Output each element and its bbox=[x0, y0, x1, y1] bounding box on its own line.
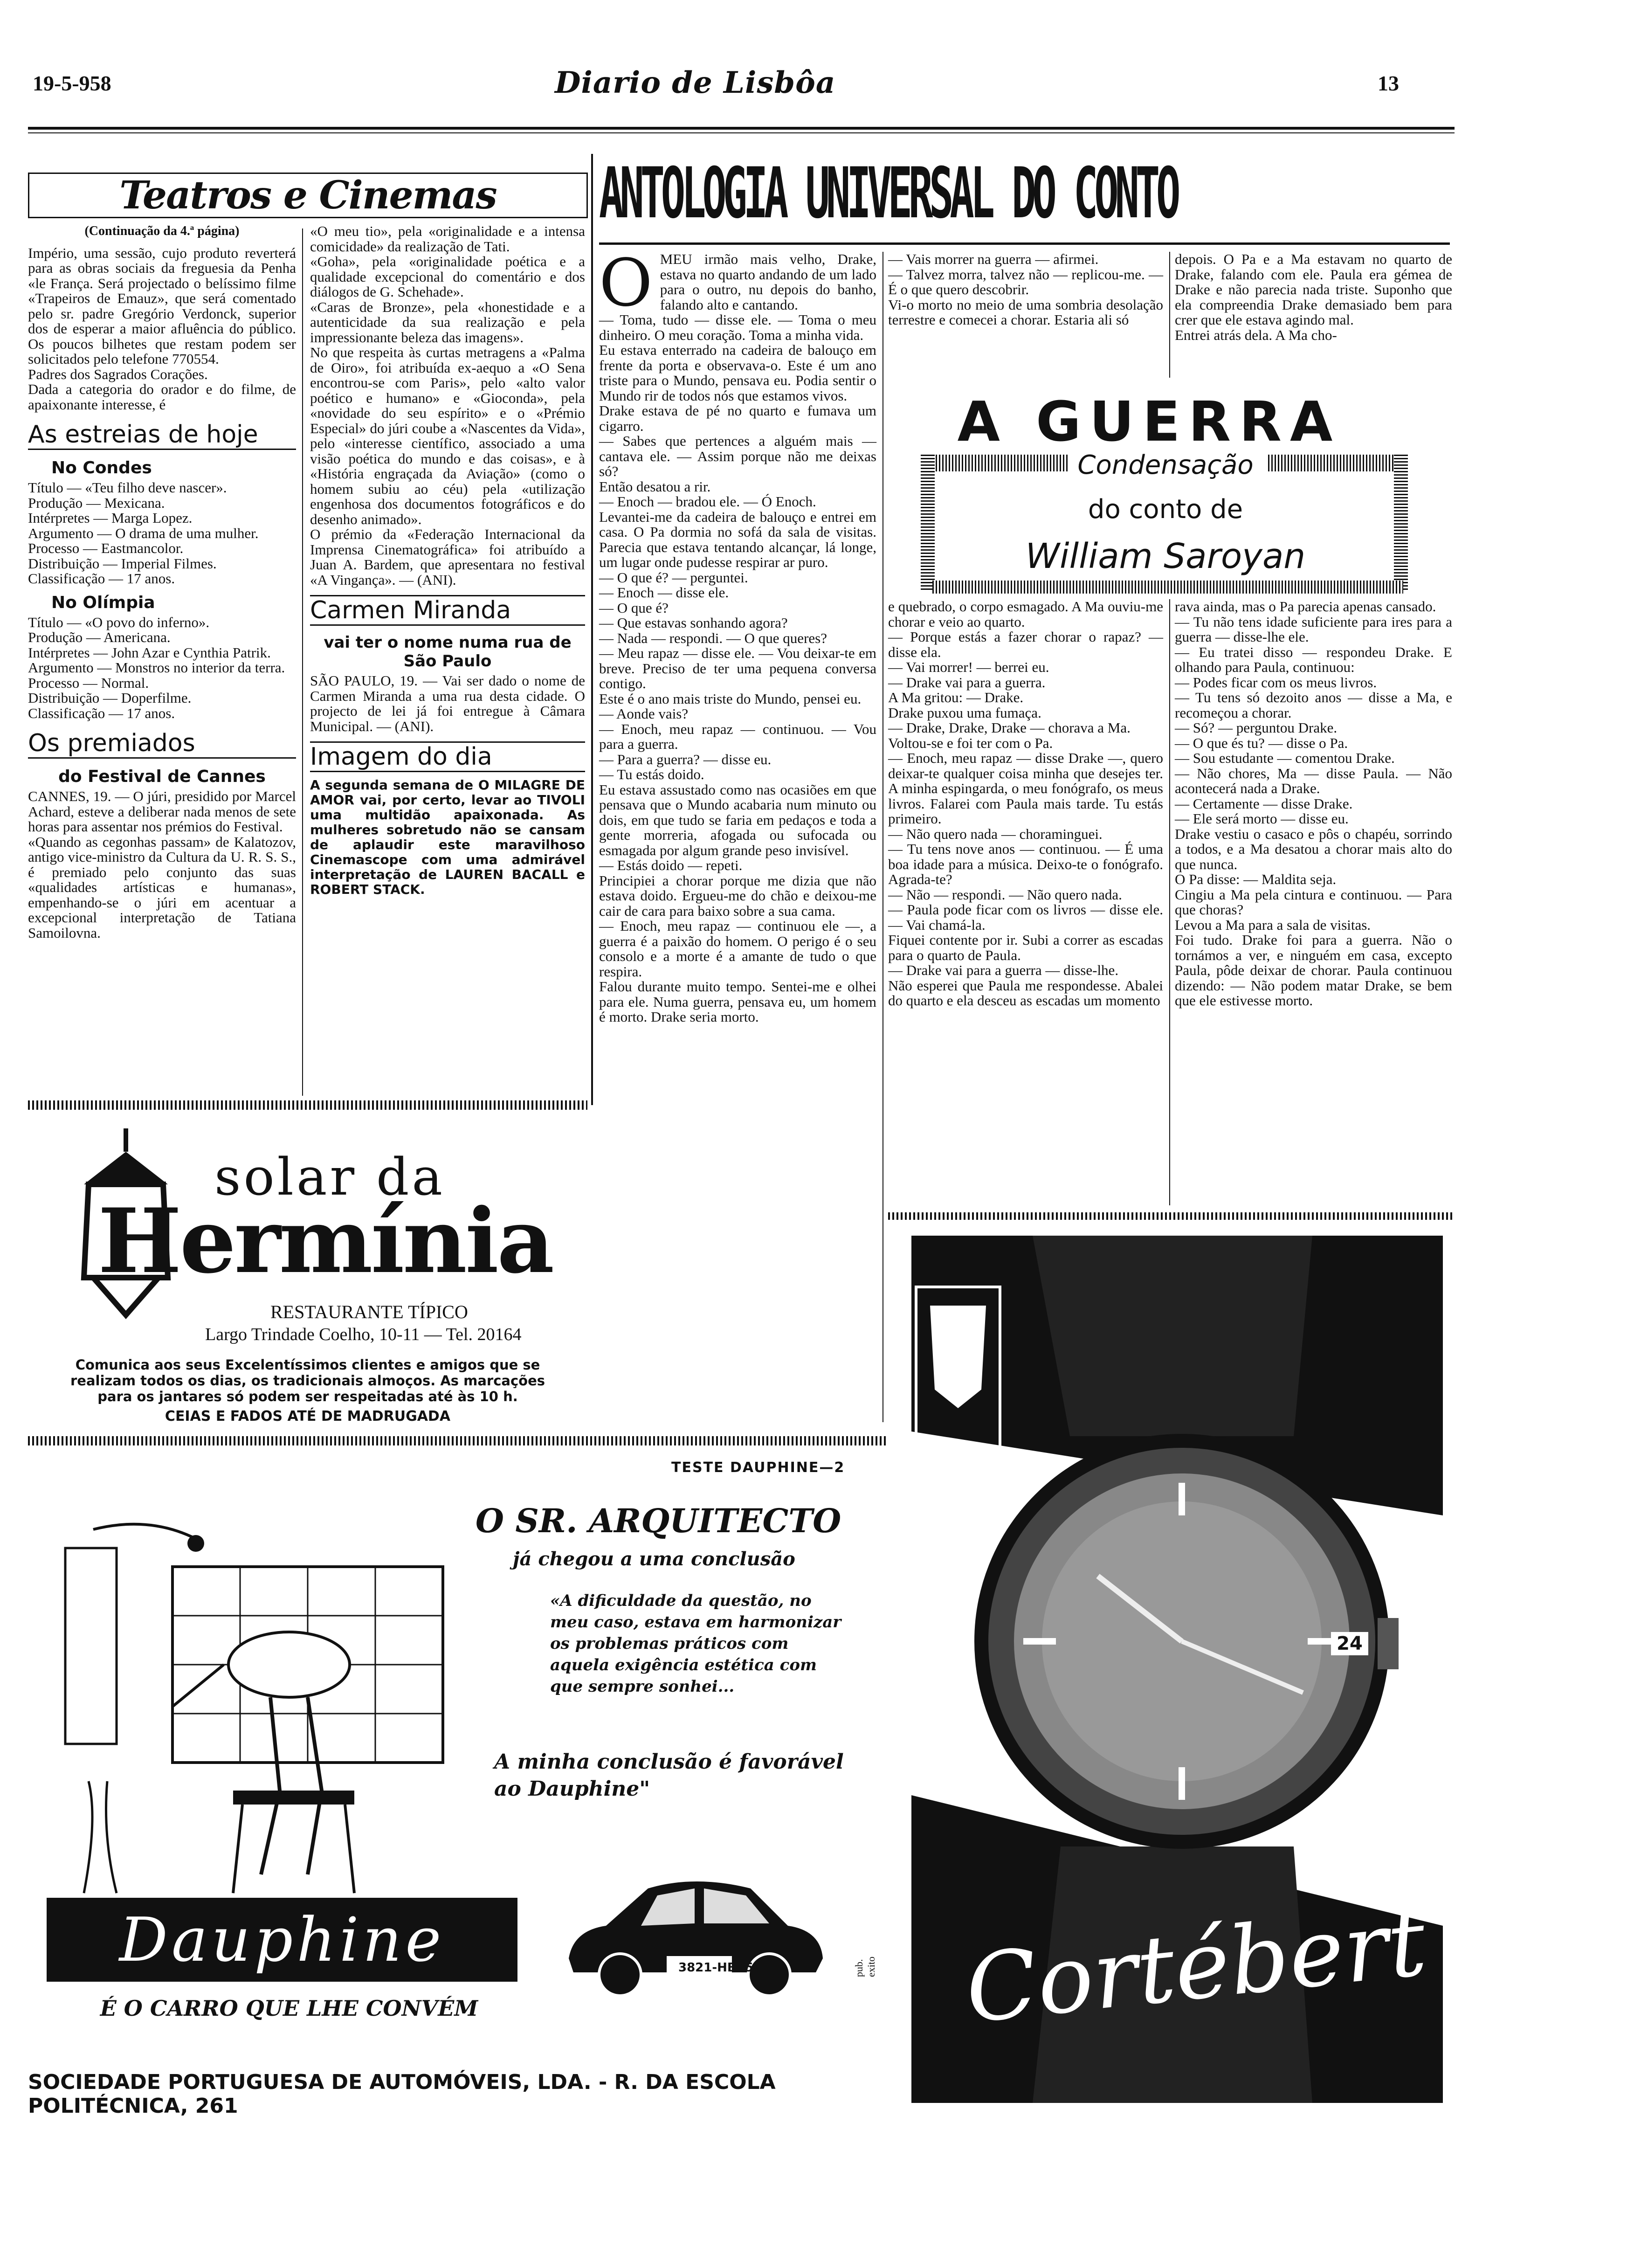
teatros-col-divider bbox=[302, 228, 303, 1096]
story-paragraph: — Só? — perguntou Drake. bbox=[1175, 719, 1338, 736]
story-dropcap: O bbox=[599, 245, 653, 321]
dauphine-conclusion: A minha conclusão é favorável ao Dauphine" bbox=[494, 1750, 844, 1801]
story-paragraph: depois. O Pa e a Ma estavam no quarto de Drake, falando com ele. Paula era gémea de Drake e não parecia nada triste. Suponho que ela compreendia Drake demasiado bem para crer que ele estava agindo mal. bbox=[1175, 251, 1452, 328]
story-paragraph: Drake puxou uma fumaça. bbox=[888, 704, 1041, 721]
condes-details bbox=[28, 480, 296, 587]
page-number: 13 bbox=[1378, 71, 1399, 95]
story-paragraph: — Enoch, meu rapaz — continuou ele —, a guerra é a paixão do homem. O perigo é o seu consolo e a morte é a amante de tudo o que respira. bbox=[599, 918, 876, 980]
architect-illustration bbox=[56, 1511, 485, 1902]
detail-line: Argumento — O drama de uma mulher. bbox=[28, 525, 259, 541]
teatros-header bbox=[28, 173, 588, 218]
car-plate: 3821-HB75 bbox=[678, 1961, 753, 1975]
dauphine-quote: «A dificuldade da questão, no meu caso, estava em harmonizar os problemas práticos com aquela exigência estética com que sempre sonhei... bbox=[550, 1591, 841, 1696]
detail-line: Título — «Teu filho deve nascer». bbox=[28, 479, 227, 496]
solar-notice: Comunica aos seus Excelentíssimos clientes e amigos que se realizam todos os dias, os tradicionais almoços. As marcações para os jantares só podem ser respeitadas até às 10 h. bbox=[70, 1357, 545, 1404]
story-paragraph: — O que é? bbox=[599, 599, 669, 616]
detail-line: Classificação — 17 anos. bbox=[28, 705, 175, 721]
story-paragraph: — Drake, Drake, Drake — chorava a Ma. bbox=[888, 719, 1131, 736]
story-paragraph: Levou a Ma para a sala de visitas. bbox=[1175, 916, 1371, 933]
teatros-col1 bbox=[28, 224, 296, 940]
carmen-head: vai ter o nome numa rua de São Paulo bbox=[324, 633, 572, 671]
intro-paragraph: Padres dos Sagrados Corações. bbox=[28, 366, 208, 382]
story-paragraph: Drake vestiu o casaco e pôs o chapéu, sorrindo a todos, e a Ma desatou a chorar mais alto do que nunca. bbox=[1175, 825, 1452, 872]
story-paragraph: — Podes ficar com os meus livros. bbox=[1175, 674, 1377, 691]
guerra-author: William Saroyan bbox=[1025, 536, 1306, 576]
story-paragraph: — Vai morrer! — berrei eu. bbox=[888, 659, 1049, 675]
story-paragraph: rava ainda, mas o Pa parecia apenas cansado. bbox=[1175, 598, 1436, 615]
detail-line: Distribuição — Doperfilme. bbox=[28, 690, 192, 706]
story-paragraph: Então desatou a rir. bbox=[599, 478, 711, 495]
story-col3-top bbox=[1175, 252, 1452, 343]
dauphine-company: SOCIEDADE PORTUGUESA DE AUTOMÓVEIS, LDA. - R. DA ESCOLA POLITÉCNICA, 261 bbox=[28, 2070, 776, 2118]
story-paragraph: — O que é? — perguntei. bbox=[599, 569, 748, 586]
story-paragraph: — Paula pode ficar com os livros — disse ele. — Vai chamá-la. bbox=[888, 901, 1163, 933]
story-paragraph: Entrei atrás dela. A Ma cho- bbox=[1175, 326, 1337, 343]
story-paragraph: Eu estava enterrado na cadeira de balouço em frente da porta e observava-o. Este é um ano triste para o Mundo, pensava eu. Podia sentir o Mundo rir de todos nós que estamos vivos. bbox=[599, 342, 876, 404]
story-paragraph: — Estás doido — repeti. bbox=[599, 857, 743, 873]
story-paragraph: — Para a guerra? — disse eu. bbox=[599, 751, 772, 768]
story-paragraph: — Sabes que pertences a alguém mais — cantava ele. — Assim porque não me deixas só? bbox=[599, 433, 876, 479]
dauphine-headline: O SR. ARQUITECTO bbox=[476, 1501, 841, 1540]
story-paragraph: — Tu tens só dezoito anos — disse a Ma, e recomeçou a chorar. bbox=[1175, 689, 1452, 721]
cannes-text bbox=[28, 789, 296, 940]
dauphine-brand: Dauphine bbox=[119, 1904, 445, 1975]
condes-name: No Condes bbox=[51, 458, 152, 477]
detail-line: Título — «O povo do inferno». bbox=[28, 614, 210, 630]
antologia-underline bbox=[599, 242, 1450, 245]
detail-line: Produção — Americana. bbox=[28, 629, 171, 645]
solar-ad bbox=[28, 1119, 585, 1436]
story-paragraph: — Certamente — disse Drake. bbox=[1175, 795, 1353, 812]
story-paragraph: — Que estavas sonhando agora? bbox=[599, 615, 788, 631]
story-paragraph: Vi-o morto no meio de uma sombria desolação terrestre e comecei a chorar. Estaria ali só bbox=[888, 296, 1163, 328]
story-col-divider bbox=[1169, 252, 1170, 378]
story-paragraph: — Ele será morto — disse eu. bbox=[1175, 810, 1349, 827]
teatros-header-text: Teatros e Cinemas bbox=[119, 173, 496, 218]
imagem-title: Imagem do dia bbox=[310, 741, 585, 772]
story-col-divider bbox=[1169, 599, 1170, 1205]
story-text-col2-top bbox=[888, 252, 1163, 328]
solar-footer: CEIAS E FADOS ATÉ DE MADRUGADA bbox=[165, 1408, 451, 1424]
story-end-rule bbox=[888, 1212, 1452, 1220]
ad-divider bbox=[28, 1100, 587, 1110]
continuation-note: (Continuação da 4.ª página) bbox=[84, 224, 240, 238]
teatros-intro bbox=[28, 246, 296, 413]
story-paragraph: — Tu estás doido. bbox=[599, 766, 704, 782]
story-paragraph: — Meu rapaz — disse ele. — Vou deixar-te em breve. Preciso de ter uma pequena conversa contigo. bbox=[599, 645, 876, 691]
prize-paragraph: «Goha», pela «originalidade poética e a qualidade excepcional do comentário e dos diálogos de G. Schehade». bbox=[310, 253, 585, 300]
story-paragraph: — Enoch, meu rapaz — continuou. — Vou para a guerra. bbox=[599, 720, 876, 752]
story-paragraph: — Enoch, meu rapaz — disse Drake —, quero deixar-te qualquer coisa minha que desejes ter. A minha espingarda, o meu fonógrafo, os meus livros. Falarei com Paula mais tarde. Tu estás primeiro. bbox=[888, 750, 1163, 827]
detail-line: Classificação — 17 anos. bbox=[28, 570, 175, 587]
cortebert-brand: Cortébert bbox=[960, 1888, 1431, 2045]
teatros-col2 bbox=[310, 224, 585, 897]
guerra-sub1: Condensação bbox=[1077, 450, 1254, 480]
story-paragraph: — Não — respondi. — Não quero nada. bbox=[888, 886, 1122, 903]
teatros-divider bbox=[591, 154, 593, 1105]
prize-paragraph: «Caras de Bronze», pela «honestidade e a autenticidade da sua realização e pela impressionante beleza das imagens». bbox=[310, 298, 585, 346]
story-paragraph: — Eu tratei disso — respondeu Drake. E olhando para Paula, continuou: bbox=[1175, 643, 1452, 675]
story-text-col3-top bbox=[1175, 252, 1452, 343]
story-text-col3 bbox=[1175, 599, 1452, 1009]
dauphine-sub: já chegou a uma conclusão bbox=[513, 1548, 795, 1570]
dauphine-tag: TESTE DAUPHINE—2 bbox=[671, 1459, 845, 1476]
estreias-title: As estreias de hoje bbox=[28, 421, 296, 450]
solar-subtitle: RESTAURANTE TÍPICO bbox=[270, 1301, 468, 1322]
story-col2 bbox=[888, 599, 1163, 1009]
story-col2-top bbox=[888, 252, 1163, 328]
detail-line: Produção — Mexicana. bbox=[28, 494, 165, 511]
car-illustration bbox=[555, 1851, 834, 2005]
cannes-head: do Festival de Cannes bbox=[58, 767, 266, 786]
story-paragraph: Drake estava de pé no quarto e fumava um cigarro. bbox=[599, 402, 876, 434]
carmen-text: SÃO PAULO, 19. — Vai ser dado o nome de Carmen Miranda a uma rua desta cidade. O projecto de lei já foi entregue à Câmara Municipal. — (ANI). bbox=[310, 672, 585, 734]
prize-paragraph: No que respeita às curtas metragens a «Palma de Oiro», foi atribuída ex-aequo a «O Sena encontrou-se com Paris», pelo «alto valor poético e humano» e «Gioconda», pela «novidade do seu espírito» e o «Prémio Especial» do júri coube a «Nascentes da Vida», pelo «interesse científico, associado a uma visão poética do mundo e das coisas», e à «História engraçada da Aviação» (como o homem subiu ao céu) pela «utilização engenhosa dos documentos fotográficos e do desenho animado». bbox=[310, 344, 585, 527]
dauphine-brand-banner bbox=[47, 1898, 517, 1982]
prize-paragraph: O prémio da «Federação Internacional da Imprensa Cinematográfica» foi atribuído a Juan A. Bardem, que apresentara no festival «A Vingança». — (ANI). bbox=[310, 526, 585, 588]
story-paragraph: Eu estava assustado como nas ocasiões em que pensava que o Mundo acabaria num minuto ou dois, em que tudo se faria em pedaços e toda a gente morreria, afogada ou sufocada ou esmagada por algum grande peso invisível. bbox=[599, 781, 876, 858]
story-paragraph: — Aonde vais? bbox=[599, 705, 689, 722]
story-paragraph: — Enoch — disse ele. bbox=[599, 584, 729, 601]
story-paragraph: O Pa disse: — Maldita seja. bbox=[1175, 871, 1337, 887]
solar-title-line2: Hermínia bbox=[98, 1189, 553, 1293]
guerra-sub2: do conto de bbox=[1088, 494, 1243, 525]
story-paragraph: — Nada — respondi. — O que queres? bbox=[599, 629, 827, 646]
story-paragraph: — Toma, tudo — disse ele. — Toma o meu dinheiro. O meu coração. Toma a minha vida. bbox=[599, 311, 876, 343]
antologia-header: ANTOLOGIA UNIVERSAL DO CONTO bbox=[599, 153, 1177, 234]
story-paragraph: — Drake vai para a guerra. bbox=[888, 674, 1046, 691]
prize-paragraph: «O meu tio», pela «originalidade e a intensa comicidade» da realização de Tati. bbox=[310, 223, 585, 255]
story-paragraph: — Enoch — bradou ele. — Ó Enoch. bbox=[599, 493, 816, 510]
story-paragraph: Cingiu a Ma pela cintura e continuou. — Para que choras? bbox=[1175, 886, 1452, 918]
guerra-title: A GUERRA bbox=[957, 389, 1341, 454]
dauphine-ad bbox=[28, 1450, 886, 2136]
story-paragraph: Levantei-me da cadeira de balouço e entrei em casa. O Pa dormia no sofá da sala de visitas. Parecia que estava tentando alcançar, lá longe, um lugar onde pudesse respirar ar puro. bbox=[599, 508, 876, 570]
olimpia-details bbox=[28, 615, 296, 721]
story-paragraph: Não esperei que Paula me respondesse. Abalei do quarto e ela desceu as escadas um momento bbox=[888, 977, 1163, 1009]
story-paragraph: Foi tudo. Drake foi para a guerra. Não o tornámos a ver, e ninguém em casa, excepto Paula, pôde deixar de chorar. Paula continuou dizendo: — Não podem matar Drake, se bem que ele estivesse morto. bbox=[1175, 932, 1452, 1009]
guerra-frame-top bbox=[932, 455, 1068, 471]
dauphine-credit: pub. exito bbox=[853, 1957, 877, 1977]
cortebert-year: 1790 bbox=[921, 1450, 995, 1484]
cortebert-ad bbox=[893, 1236, 1452, 2131]
story-paragraph: MEU irmão mais velho, Drake, estava no quarto andando de um lado para o outro, nu depois do banho, falando alto e cantando. bbox=[660, 251, 876, 313]
carmen-title: Carmen Miranda bbox=[310, 595, 585, 626]
detail-line: Intérpretes — Marga Lopez. bbox=[28, 510, 193, 526]
intro-paragraph: Dada a categoria do orador e do filme, de apaixonante interesse, é bbox=[28, 381, 296, 413]
story-paragraph: — Não chores, Ma — disse Paula. — Não acontecerá nada a Drake. bbox=[1175, 765, 1452, 796]
guerra-frame-top bbox=[1268, 455, 1403, 471]
story-paragraph: — O que és tu? — disse o Pa. bbox=[1175, 734, 1348, 751]
dauphine-slogan: É O CARRO QUE LHE CONVÉM bbox=[100, 1996, 478, 2021]
masthead-rule-thin bbox=[28, 132, 1455, 133]
detail-line: Processo — Eastmancolor. bbox=[28, 540, 184, 556]
story-paragraph: Este é o ano mais triste do Mundo, pensei eu. bbox=[599, 690, 862, 707]
story-paragraph: — Porque estás a fazer chorar o rapaz? — disse ela. bbox=[888, 629, 1163, 660]
story-paragraph: — Talvez morra, talvez não — replicou-me. — É o que quero descobrir. bbox=[888, 266, 1163, 297]
prize-list bbox=[310, 224, 585, 588]
story-paragraph: Fiquei contente por ir. Subi a correr as escadas para o quarto de Paula. bbox=[888, 932, 1163, 963]
watch-date-window: 24 bbox=[1337, 1633, 1363, 1654]
premiados-title: Os premiados bbox=[28, 729, 296, 759]
masthead-rule bbox=[28, 127, 1455, 130]
story-paragraph: — Vais morrer na guerra — afirmei. bbox=[888, 251, 1099, 267]
solar-address: Largo Trindade Coelho, 10-11 — Tel. 20164 bbox=[205, 1325, 522, 1344]
story-paragraph: — Não quero nada — choraminguei. bbox=[888, 825, 1103, 842]
cannes-paragraph: CANNES, 19. — O júri, presidido por Marcel Achard, esteve a deliberar nada menos de sete horas para assentar nos prémios do Festival. bbox=[28, 788, 296, 835]
detail-line: Distribuição — Imperial Filmes. bbox=[28, 555, 217, 572]
story-paragraph: A Ma gritou: — Drake. bbox=[888, 689, 1024, 705]
detail-line: Intérpretes — John Azar e Cynthia Patrik. bbox=[28, 644, 271, 661]
detail-line: Argumento — Monstros no interior da terra. bbox=[28, 659, 285, 676]
story-paragraph: — Tu tens nove anos — continuou. — É uma boa idade para a música. Deixo-te o fonógrafo. Agrada-te? bbox=[888, 841, 1163, 887]
solar-title-line1: solar da bbox=[214, 1147, 445, 1207]
story-paragraph: Voltou-se e foi ter com o Pa. bbox=[888, 734, 1053, 751]
story-paragraph: Falou durante muito tempo. Sentei-me e olhei para ele. Numa guerra, pensava eu, um homem é morto. Drake seria morto. bbox=[599, 978, 876, 1025]
story-paragraph: — Drake vai para a guerra — disse-lhe. bbox=[888, 962, 1119, 978]
cannes-paragraph: «Quando as cegonhas passam» de Kalatozov, antigo vice-ministro da Cultura da U. R. S. S., é premiado pelo conjunto das suas «qualidades artísticas e humanas», empenhando-se o júri em acentuar a excepcional interpretação de Tatiana Samoilovna. bbox=[28, 833, 296, 941]
story-paragraph: Principiei a chorar porque me dizia que não estava doido. Ergueu-me do chão e deixou-me cair de cara para baixo sobre a sua cama. bbox=[599, 872, 876, 919]
story-col1 bbox=[599, 245, 876, 1025]
story-paragraph: — Sou estudante — comentou Drake. bbox=[1175, 750, 1395, 766]
intro-paragraph: Império, uma sessão, cujo produto reverterá para as obras sociais da freguesia da Penha «le França. Será projectado o belíssimo filme «Trapeiros de Emauz», que será comentado pelo sr. padre Gregório Verdonck, superior dos de esperar a maior afluência do público. Os poucos bilhetes que restam podem ser solicitados pelo telefone 770554. bbox=[28, 244, 296, 367]
story-text-col2 bbox=[888, 599, 1163, 1009]
story-col3 bbox=[1175, 599, 1452, 1009]
imagem-text: A segunda semana de O MILAGRE DE AMOR vai, por certo, levar ao TIVOLI uma multidão apaixonada. As mulheres sobretudo não se cansam de aplaudir este maravilhoso Cinemascope com uma admirável interpretação de LAUREN BACALL e ROBERT STACK. bbox=[310, 777, 585, 897]
detail-line: Processo — Normal. bbox=[28, 674, 149, 691]
story-paragraph: e quebrado, o corpo esmagado. A Ma ouviu-me chorar e veio ao quarto. bbox=[888, 598, 1163, 630]
olimpia-name: No Olímpia bbox=[51, 593, 155, 612]
masthead-date: 19-5-958 bbox=[33, 71, 111, 95]
story-text-col1 bbox=[599, 245, 876, 1025]
masthead-title: Diario de Lisbôa bbox=[555, 65, 836, 100]
guerra-frame-bottom bbox=[932, 581, 1403, 594]
ad-divider bbox=[28, 1436, 886, 1445]
story-paragraph: — Tu não tens idade suficiente para ires para a guerra — disse-lhe ele. bbox=[1175, 613, 1452, 645]
